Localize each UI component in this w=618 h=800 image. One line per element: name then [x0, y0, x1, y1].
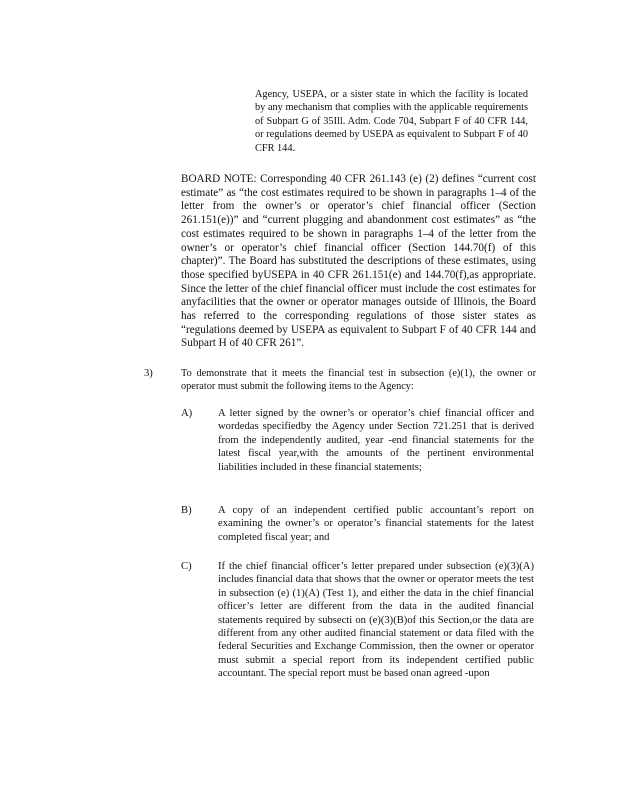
item-3-marker: 3): [144, 368, 153, 379]
sub-item-a-marker: A): [181, 408, 193, 419]
sub-item-c-text: If the chief financial officer’s letter prepared under subsection (e)(3)(A) includes financial data that shows that the owner or operator meets the test in subsection (e) (1)(A) (Test 1), and either the data in the chief financial officer’s letter are different from the data in the audited financial statements required by subsecti on (e)(3)(B)of this Section,or the data are different from any other audited financial statement or data filed with the federal Securities and Exchange Commission, then the owner or operator must submit a special report from its independent certified public accountant. The special report must be based onan agreed -upon: [218, 561, 534, 680]
continuation-paragraph: Agency, USEPA, or a sister state in which the facility is located by any mechanism that complies with the applicable requirements of Subpart G of 35Ill. Adm. Code 704, Subpart F of 40 CFR 144, or regulations deemed by USEPA as equivalent to Subpart F of 40 CFR 144.: [255, 89, 528, 154]
sub-item-b-marker: B): [181, 505, 192, 516]
board-note: BOARD NOTE: Corresponding 40 CFR 261.143 (e) (2) defines “current cost estimate” as “the cost estimates required to be shown in paragraphs 1–4 of the letter from the owner’s or operator’s chief financial officer (Section 261.151(e))” and “current plugging and abandonment cost estimates” as “the cost estimates required to be shown in paragraphs 1–4 of the letter from the owner’s or operator’s chief financial officer (Section 144.70(f) of this chapter)”. The Board has substituted the descriptions of these estimates, using those specified byUSEPA in 40 CFR 261.151(e) and 144.70(f),as appropriate. Since the letter of the chief financial officer must include the cost estimates for anyfacilities that the owner or operator manages outside of Illinois, the Board has referred to the corresponding regulations of those sister states as “regulations deemed by USEPA as equivalent to Subpart F of 40 CFR 144 and Subpart H of 40 CFR 261”.: [181, 173, 536, 350]
sub-item-c-marker: C): [181, 561, 192, 572]
item-3-text: To demonstrate that it meets the financial test in subsection (e)(1), the owner or operator must submit the following items to the Agency:: [181, 368, 536, 393]
sub-item-b-text: A copy of an independent certified public accountant’s report on examining the owner’s or operator’s financial statements for the latest completed fiscal year; and: [218, 505, 534, 543]
sub-item-a-text: A letter signed by the owner’s or operator’s chief financial officer and wordedas specifiedby the Agency under Section 721.251 that is derived from the independently audited, year -end financial statements for the latest fiscal year,with the amounts of the pertinent environmental liabilities included in these financial statements;: [218, 408, 534, 473]
